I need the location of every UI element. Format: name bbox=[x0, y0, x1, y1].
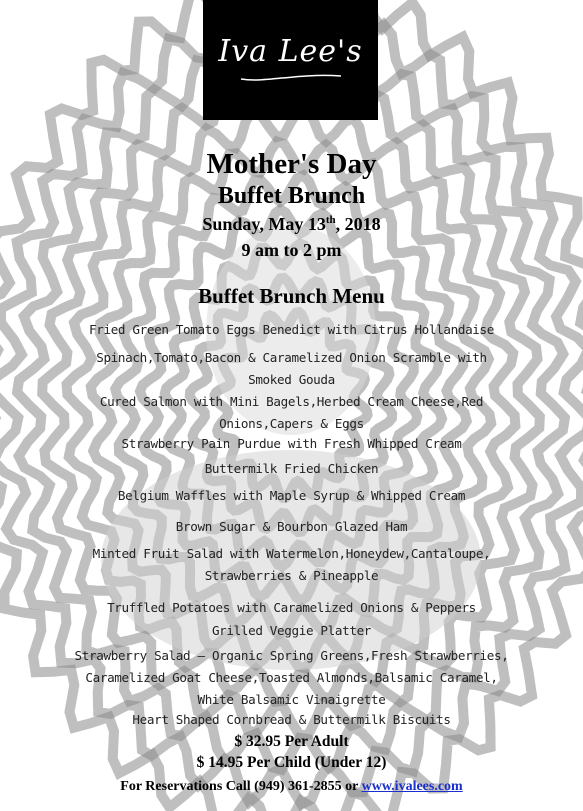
menu-item: Strawberries & Pineapple bbox=[204, 568, 379, 583]
menu-item: Belgium Waffles with Maple Syrup & Whipped Cream bbox=[117, 488, 466, 503]
menu-item: Buttermilk Fried Chicken bbox=[204, 461, 379, 476]
menu-item: Strawberry Salad – Organic Spring Greens,Fresh Strawberries, bbox=[74, 648, 509, 663]
menu-item: Fried Green Tomato Eggs Benedict with Citrus Hollandaise bbox=[89, 322, 494, 337]
child-price: $ 14.95 Per Child (Under 12) bbox=[196, 754, 387, 771]
menu-item: Truffled Potatoes with Caramelized Onions & Peppers bbox=[107, 600, 476, 615]
page-subtitle: Buffet Brunch bbox=[217, 183, 366, 209]
menu-item: Smoked Gouda bbox=[248, 372, 335, 387]
menu-item: Heart Shaped Cornbread & Buttermilk Biscuits bbox=[132, 712, 451, 727]
date-day: Sunday, May 13 bbox=[202, 214, 326, 234]
menu-item: Caramelized Goat Cheese,Toasted Almonds,Balsamic Caramel, bbox=[85, 670, 498, 685]
menu-item: Grilled Veggie Platter bbox=[211, 623, 372, 638]
menu-heading: Buffet Brunch Menu bbox=[198, 284, 385, 308]
menu-item: White Balsamic Vinaigrette bbox=[197, 692, 386, 707]
menu-item: Strawberry Pain Purdue with Fresh Whipped Cream bbox=[121, 436, 462, 451]
event-time: 9 am to 2 pm bbox=[241, 240, 342, 260]
adult-price: $ 32.95 Per Adult bbox=[234, 733, 349, 750]
menu-item: Cured Salmon with Mini Bagels,Herbed Cream Cheese,Red bbox=[99, 394, 484, 409]
website-link[interactable]: www.ivalees.com bbox=[361, 779, 463, 794]
menu-item: Minted Fruit Salad with Watermelon,Honeydew,Cantaloupe, bbox=[92, 546, 491, 561]
date-ordinal: th bbox=[325, 214, 336, 226]
logo-swash-icon bbox=[236, 71, 346, 83]
menu-item: Onions,Capers & Eggs bbox=[219, 416, 364, 431]
page-title: Mother's Day bbox=[206, 148, 377, 180]
logo-text: Iva Lee's bbox=[218, 33, 363, 69]
reservation-text: For Reservations Call (949) 361-2855 or bbox=[120, 779, 362, 794]
event-date bbox=[20, 214, 563, 235]
date-year: , 2018 bbox=[335, 214, 381, 234]
menu-item: Spinach,Tomato,Bacon & Caramelized Onion Scramble with bbox=[96, 350, 487, 365]
logo bbox=[203, 0, 378, 120]
menu-item: Brown Sugar & Bourbon Glazed Ham bbox=[175, 519, 408, 534]
reservation-info bbox=[20, 779, 563, 795]
